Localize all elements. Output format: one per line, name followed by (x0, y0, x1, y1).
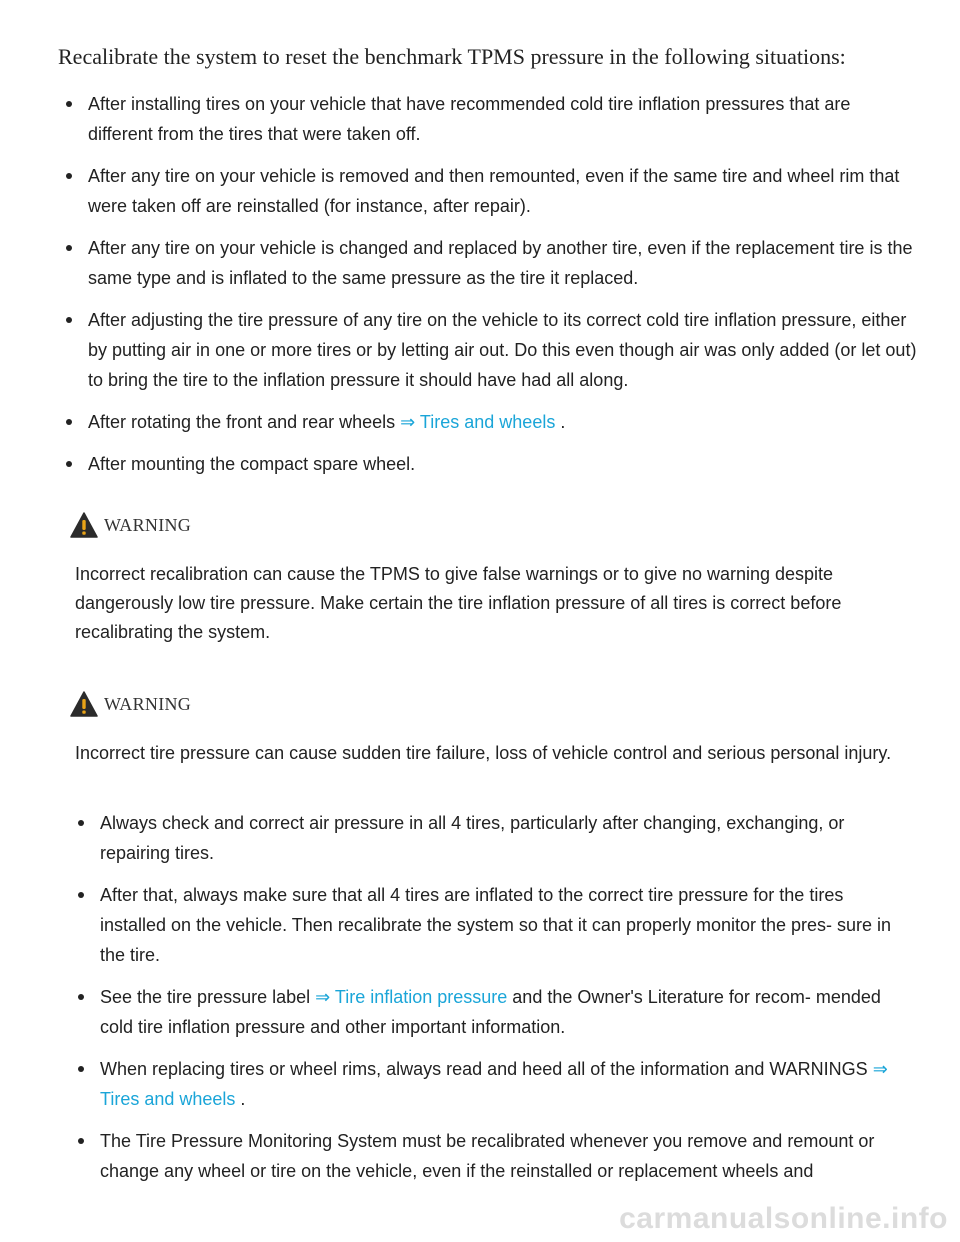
list-item (58, 305, 918, 395)
list-item-text: After any tire on your vehicle is removed and then remounted, even if the same tire and wheel rim that were taken off are reinstalled (for instance, after repair). (88, 166, 900, 216)
list-item-text: After rotating the front and rear wheels (88, 412, 401, 432)
tires-and-wheels-link[interactable]: ⇒ Tires and wheels (100, 1059, 888, 1109)
list-item-text: After that, always make sure that all 4 tires are inflated to the correct tire pressure for the tires installed on the vehicle. Then recalibrate the system so that it can properly monitor the pres- sure in the tire. (100, 885, 892, 965)
list-item-text: . (555, 412, 566, 432)
list-item-text: The Tire Pressure Monitoring System must be recalibrated whenever you remove and remount or change any wheel or tire on the vehicle, even if the reinstalled or replacement wheels and (100, 1131, 875, 1181)
list-item-text: Always check and correct air pressure in all 4 tires, particularly after changing, exchanging, or repairing tires. (100, 813, 845, 863)
list-item (70, 880, 900, 970)
intro-text: Recalibrate the system to reset the benchmark TPMS pressure in the following situations: (58, 44, 846, 69)
warning-triangle-icon (70, 691, 98, 717)
list-item (58, 161, 918, 221)
list-item (58, 233, 918, 293)
warning-triangle-icon (70, 512, 98, 538)
list-item-text: . (235, 1089, 246, 1109)
warning-header (70, 512, 191, 538)
warning-text: Incorrect recalibration can cause the TPMS to give false warnings or to give no warning despite dangerously low tire pressure. Make certain the tire inflation pressure of all tires is correct before recalibrating the system. (75, 564, 842, 642)
warning-header (70, 691, 191, 717)
watermark: carmanualsonline.info (619, 1202, 948, 1235)
list-item (70, 982, 900, 1042)
list-item-text: When replacing tires or wheel rims, always read and heed all of the information and WARNINGS (100, 1059, 873, 1079)
situations-list (58, 89, 918, 491)
list-item (58, 407, 918, 437)
warning-label: WARNING (104, 693, 192, 714)
warning-list (70, 808, 900, 1198)
warning-label: WARNING (104, 514, 192, 535)
warning-text: Incorrect tire pressure can cause sudden tire failure, loss of vehicle control and serious personal injury. (75, 743, 892, 763)
list-item (70, 1054, 900, 1114)
list-item (70, 1126, 900, 1186)
list-item-text: After installing tires on your vehicle that have recommended cold tire inflation pressures that are different from the tires that were taken off. (88, 94, 851, 144)
tire-inflation-pressure-link[interactable]: ⇒ Tire inflation pressure (315, 987, 508, 1007)
list-item-text: After mounting the compact spare wheel. (88, 454, 416, 474)
list-item-text: After any tire on your vehicle is changed and replaced by another tire, even if the replacement tire is the same type and is inflated to the same pressure as the tire it replaced. (88, 238, 913, 288)
tires-and-wheels-link[interactable]: ⇒ Tires and wheels (400, 412, 556, 432)
list-item (58, 89, 918, 149)
list-item (58, 449, 918, 479)
list-item-text: After adjusting the tire pressure of any tire on the vehicle to its correct cold tire inflation pressure, either by putting air in one or more tires or by letting air out. Do this even though air was only added (or let out) to bring the tire to the inflation pressure it should have had all along. (88, 310, 917, 390)
list-item (70, 808, 900, 868)
list-item-text: and the Owner's Literature for recom- mended cold tire inflation pressure and other important information. (100, 987, 881, 1037)
list-item-text: See the tire pressure label (100, 987, 316, 1007)
